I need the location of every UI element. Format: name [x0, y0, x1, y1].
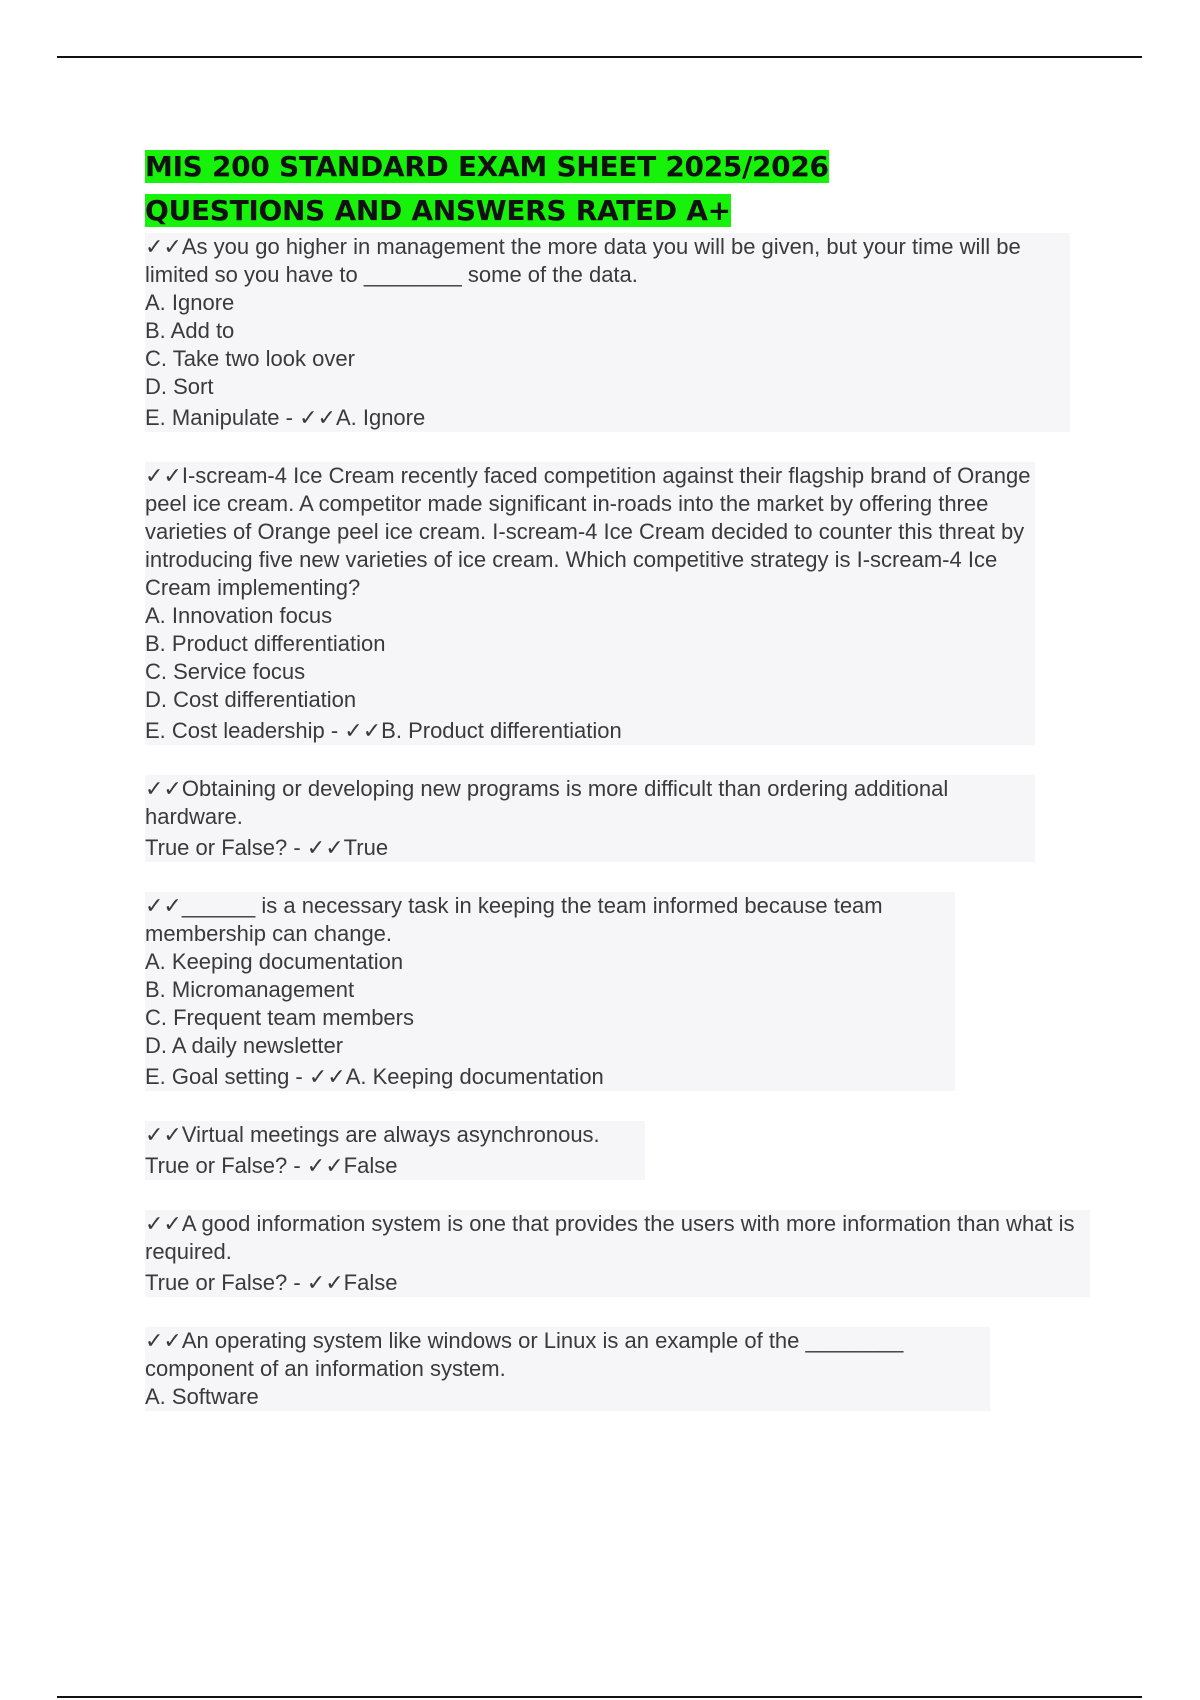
answer-line: E. Goal setting - ✓✓A. Keeping documentation	[145, 1064, 604, 1089]
question-text: ✓✓As you go higher in management the more data you will be given, but your time will be limited so you have to ________ some of the data.	[145, 234, 1027, 287]
question-text: ✓✓An operating system like windows or Linux is an example of the ________ component of an information system.	[145, 1328, 910, 1381]
option-c: C. Take two look over	[145, 346, 355, 371]
header-rule	[57, 56, 1142, 58]
question-block-7	[145, 1327, 990, 1411]
question-block-2	[145, 462, 1035, 745]
answer-line: True or False? - ✓✓True	[145, 835, 389, 860]
option-b: B. Micromanagement	[145, 977, 355, 1002]
answer-line: E. Manipulate - ✓✓A. Ignore	[145, 405, 426, 430]
answer-line: E. Cost leadership - ✓✓B. Product differentiation	[145, 718, 622, 743]
question-text: ✓✓A good information system is one that provides the users with more information than what is required.	[145, 1211, 1081, 1264]
option-b: B. Product differentiation	[145, 631, 386, 656]
document-content	[145, 145, 1105, 1441]
footer-rule	[57, 1696, 1142, 1698]
option-a: A. Keeping documentation	[145, 949, 404, 974]
title-line-1: MIS 200 STANDARD EXAM SHEET 2025/2026	[145, 150, 829, 183]
question-block-6	[145, 1210, 1090, 1297]
document-title	[145, 145, 905, 233]
answer-line: True or False? - ✓✓False	[145, 1153, 398, 1178]
option-d: D. Sort	[145, 374, 214, 399]
title-line-2: QUESTIONS AND ANSWERS RATED A+	[145, 194, 731, 227]
question-block-5	[145, 1121, 645, 1180]
question-text: ✓✓Virtual meetings are always asynchronous.	[145, 1122, 600, 1147]
option-a: A. Ignore	[145, 290, 235, 315]
option-b: B. Add to	[145, 318, 235, 343]
question-text: ✓✓Obtaining or developing new programs is more difficult than ordering additional hardware.	[145, 776, 955, 829]
question-text: ✓✓I-scream-4 Ice Cream recently faced competition against their flagship brand of Orange peel ice cream. A competitor made significant in-roads into the market by offering three varieties of Orange peel ice cream. I-scream-4 Ice Cream decided to counter this threat by introducing five new varieties of ice cream. Which competitive strategy is I-scream-4 Ice Cream implementing?	[145, 463, 1037, 600]
option-c: C. Service focus	[145, 659, 306, 684]
option-a: A. Innovation focus	[145, 603, 333, 628]
option-d: D. Cost differentiation	[145, 687, 357, 712]
question-text: ✓✓______ is a necessary task in keeping the team informed because team membership can change.	[145, 893, 889, 946]
answer-line: True or False? - ✓✓False	[145, 1270, 398, 1295]
question-block-1	[145, 233, 1070, 432]
option-d: D. A daily newsletter	[145, 1033, 344, 1058]
question-block-3	[145, 775, 1035, 862]
option-a: A. Software	[145, 1384, 259, 1409]
question-block-4	[145, 892, 955, 1091]
option-c: C. Frequent team members	[145, 1005, 414, 1030]
